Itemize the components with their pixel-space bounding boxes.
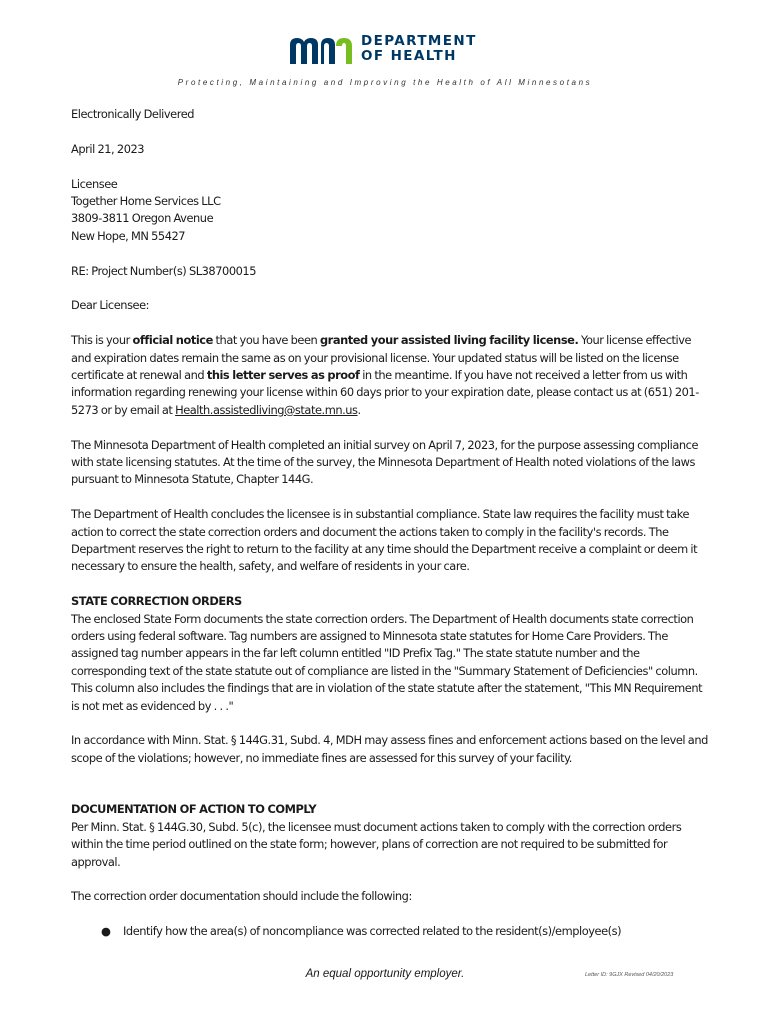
re-line: RE: Project Number(s) SL38700015 <box>71 263 257 278</box>
recipient-line-1: Licensee <box>71 176 118 191</box>
paragraph-documentation-include: The correction order documentation should include the following: <box>71 889 412 904</box>
recipient-line-3: 3809-3811 Oregon Avenue <box>71 211 214 226</box>
salutation: Dear Licensee: <box>71 298 150 313</box>
email-link[interactable]: Health.assistedliving@state.mn.us <box>175 402 358 417</box>
footer-equal-opportunity: An equal opportunity employer. <box>305 968 465 980</box>
letter-date: April 21, 2023 <box>71 141 145 156</box>
mdh-logo <box>289 34 489 68</box>
recipient-line-4: New Hope, MN 55427 <box>71 228 186 243</box>
paragraph-fines: In accordance with Minn. Stat. § 144G.31, Subd. 4, MDH may assess fines and enforcement actions based on the level and scope of the violations; however, no immediate fines are assessed for this survey of your facility. <box>71 733 708 765</box>
p1-text-h: . <box>357 402 361 417</box>
p1-text-c: that you have been <box>212 333 320 348</box>
p1-bold-official-notice: official notice <box>132 333 213 348</box>
delivery-method: Electronically Delivered <box>71 107 195 121</box>
bullet-dot-icon: ● <box>101 924 111 939</box>
p1-text-e: Your license effective and expiration dates remain the same as on your provisional license. Your updated status will be listed on the license certificate at renewal and <box>71 333 692 383</box>
paragraph-documentation: Per Minn. Stat. § 144G.30, Subd. 5(c), the licensee must document actions taken to comply with the correction orders within the time period outlined on the state form; however, plans of correction are not required to be submitted for approval. <box>71 819 682 869</box>
footer-letter-id: Letter ID: 9GJX Revised 04/20/2023 <box>585 972 674 978</box>
paragraph-state-correction-orders: The enclosed State Form documents the state correction orders. The Department of Health documents state correction orders using federal software. Tag numbers are assigned to Minnesota state statutes for Home Care Providers. The assigned tag number appears in the far left column entitled "ID Prefix Tag." The state statute number and the corresponding text of the state statute out of compliance are listed in the "Summary Statement of Deficiencies" column. This column also includes the findings that are in violation of the state statute after the statement, "This MN Requirement is not met as evidenced by . . ." <box>71 611 703 713</box>
heading-state-correction-orders: STATE CORRECTION ORDERS <box>71 594 242 609</box>
bullet-text: Identify how the area(s) of noncompliance was corrected related to the resident(s)/employee(s) <box>123 924 622 939</box>
letter-body <box>71 106 711 941</box>
bullet-item <box>71 923 711 940</box>
recipient-address <box>71 176 711 246</box>
paragraph-compliance: The Department of Health concludes the licensee is in substantial compliance. State law requires the facility must take action to correct the state correction orders and document the actions taken to comply in the facility's records. The Department reserves the right to return to the facility at any time should the Department receive a complaint or deem it necessary to ensure the health, safety, and welfare of residents in your care. <box>71 507 698 574</box>
p1-text-a: This is your <box>71 333 133 348</box>
p1-text-g: in the meantime. If you have not received a letter from us with information regarding renewing your license within 60 days prior to your expiration date, please contact us at (651) 201-5273 or by email at <box>71 368 699 417</box>
logo-wordmark <box>361 34 477 64</box>
heading-documentation: DOCUMENTATION OF ACTION TO COMPLY <box>71 802 317 817</box>
p1-bold-proof: this letter serves as proof <box>206 368 360 383</box>
mn-logo-icon <box>289 34 353 64</box>
logo-line-1: DEPARTMENT <box>361 33 477 49</box>
paragraph-survey: The Minnesota Department of Health completed an initial survey on April 7, 2023, for the purpose assessing compliance with state licensing statutes. At the time of the survey, the Minnesota Department of Health noted violations of the laws pursuant to Minnesota Statute, Chapter 144G. <box>71 437 698 487</box>
tagline: Protecting, Maintaining and Improving the Health of All Minnesotans <box>177 78 593 87</box>
paragraph-license-notice <box>71 332 711 419</box>
logo-line-2: OF HEALTH <box>361 48 457 64</box>
recipient-line-2: Together Home Services LLC <box>71 194 221 208</box>
p1-bold-granted: granted your assisted living facility license. <box>319 333 579 348</box>
